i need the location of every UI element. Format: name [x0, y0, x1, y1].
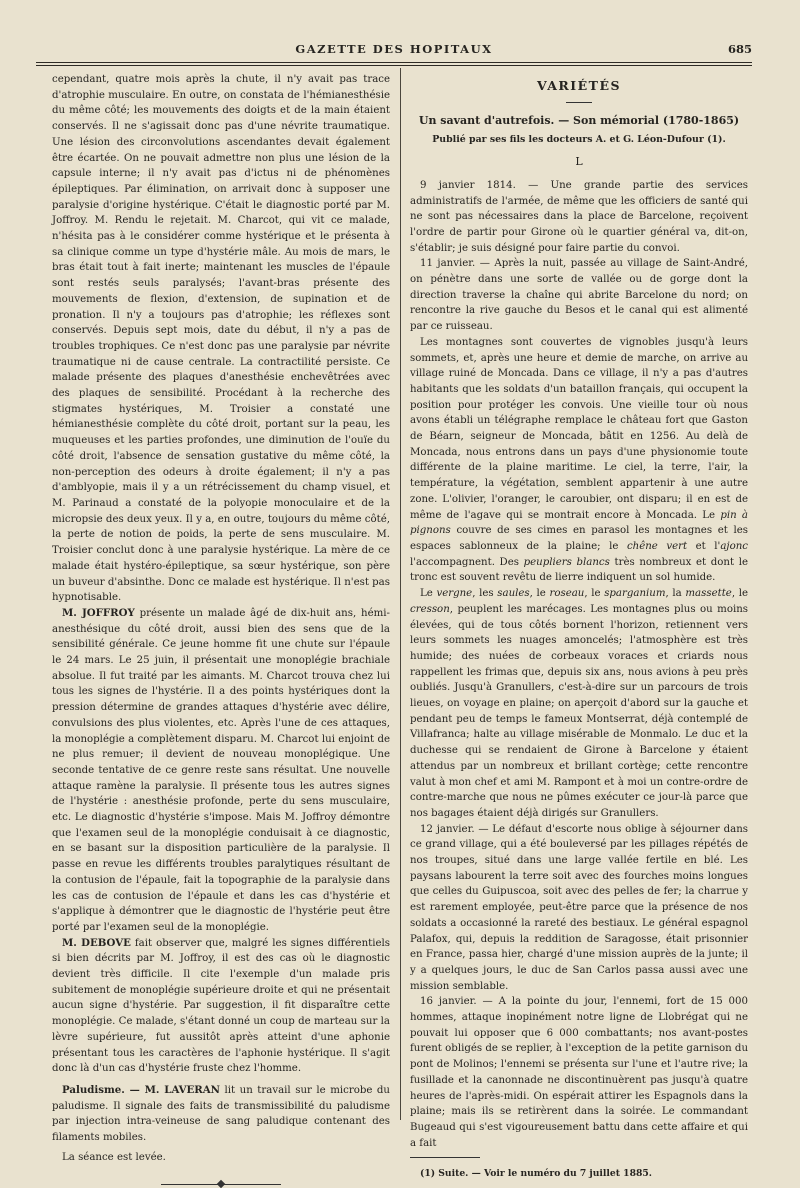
paragraph-vergne — [410, 586, 748, 822]
italic-term: cresson — [410, 603, 450, 615]
article-subtitle: Publié par ses fils les docteurs A. et G. Léon-Dufour (1). — [432, 134, 726, 146]
paragraph-paludisme — [52, 1083, 390, 1146]
text-run: , le — [731, 588, 748, 600]
chapter-number: L — [575, 155, 583, 169]
text-run: et l' — [687, 540, 721, 552]
header-rule — [36, 62, 752, 63]
text-run: , le — [529, 588, 550, 600]
paragraph-joffroy — [52, 606, 390, 936]
text-run: l'accompagnent. Des — [410, 556, 524, 568]
italic-term: roseau — [549, 588, 585, 600]
paragraph-9-janvier: 9 janvier 1814. — Une grande partie des services administratifs de l'armée, de même que les officiers de santé qui ne sont pas nécessaires dans la place de Barcelone, reçoivent l'ordre de partir pour Girone où le quartier général va, dit-on, s'établir; je suis désigné pour faire partie du convoi. — [410, 179, 748, 254]
text-run: , la — [665, 588, 686, 600]
italic-term: saules — [497, 588, 530, 600]
text-run: très nombreux et dont le tronc est souvent revêtu de lierre indiquent un sol humide. — [410, 556, 748, 584]
text-run: , peuplent les marécages. Les montagnes plus ou moins élevées, qui de tous côtés bornent l'horizon, retiennent vers leurs sommets les nuages amoncelés; l'atmosphère est très humide; des nuées de corbeaux voraces et criards nous rappellent les frimas que, depuis six ans, nous avions à peu près oubliés. Jusqu'à Granullers, c'est-à-dire sur un parcours de trois lieues, on voyage en plaine; on aperçoit d'abord sur la gauche et pendant peu de temps le fameux Montserrat, déjà contemplé de Villafranca; halte au village misérable de Monmalo. Le duc et la duchesse qui se rendaient de Girone à Barcelone y étaient attendus par un nombreux et brillant cortège; cette rencontre valut à mon chef et ami M. Rampont et à moi un contre-ordre de contre-marche que nous ne pûmes exécuter ce jour-là parce que nos bagages étaient déjà dirigés sur Granullers. — [410, 603, 748, 819]
italic-term: peupliers blancs — [523, 556, 610, 568]
paragraph-montagnes — [410, 335, 748, 586]
text-run: , le — [584, 588, 605, 600]
left-column — [52, 72, 390, 1188]
paragraph-11-janvier: 11 janvier. — Après la nuit, passée au village de Saint-André, on pénètre dans une sorte de vallée ou de gorge dont la direction traverse la chaîne qui abrite Barcelone du nord; on rencontre la rive gauche du Besos et le canal qui est alimenté par ce ruisseau. — [410, 258, 748, 333]
journal-title: GAZETTE DES HOPITAUX — [295, 42, 493, 56]
right-column — [410, 72, 748, 1182]
speaker-debove: M. DEBOVE — [62, 936, 131, 949]
footnote-rule — [410, 1157, 480, 1158]
italic-term: vergne — [436, 588, 473, 600]
paludisme-text: lit un travail sur le microbe du paludisme. Il signale des faits de transmissibilité du paludisme par injection intra-veineuse de sang paludique contenant des filaments mobiles. — [52, 1085, 390, 1144]
article-title: Un savant d'autrefois. — Son mémorial (1780-1865) — [418, 113, 740, 127]
page-number: 685 — [727, 42, 752, 56]
footnote: (1) Suite. — Voir le numéro du 7 juillet 1885. — [420, 1168, 652, 1180]
paragraph-troisier-case: cependant, quatre mois après la chute, il n'y avait pas trace d'atrophie musculaire. En outre, on constata de l'hémianesthésie du même côté; les mouvements des doigts et de la main étaient conservés. Il ne s'agissait donc pas d'une névrite traumatique. Une lésion des circonvolutions ascendantes devait également être écartée. On ne pouvait admettre non plus une lésion de la capsule interne; il n'y avait pas d'ictus ni de phénomènes épileptiques. Par élimination, on arrivait donc à supposer une paralysie d'origine hystérique. C'était le diagnostic porté par M. Joffroy. M. Rendu le rejetait. M. Charcot, qui vit ce malade, n'hésita pas à le considérer comme hystérique et le présenta à sa clinique comme un type d'hystérie mâle. Au mois de mars, le bras était tout à fait inerte; maintenant les muscles de l'épaule sont restés seuls paralysés; l'avant-bras présente des mouvements de flexion, d'extension, de supination et de pronation. Il n'y a toujours pas d'atrophie; les réflexes sont conservés. Depuis sept mois, date du début, il n'y a pas de troubles trophiques. Ce n'est donc pas une paralysie par névrite traumatique ni de cause centrale. La contractilité persiste. Ce malade présente des plaques d'anesthésie enchevêtrées avec des plaques de sensibilité. Procédant à la recherche des stigmates hystériques, M. Troisier a constaté une hémianesthésie complète du côté droit, portant sur la peau, les muqueuses et les parties profondes, une diminution de l'ouïe du côté droit, l'absence de sensation gustative du même côté, la non-perception des odeurs à droite également; il n'y a pas d'amblyopie, mais il y a un rétrécissement du champ visuel, et M. Parinaud a constaté de la polyopie monoculaire et de la micropsie des deux yeux. Il y a, en outre, toujours du même côté, la perte de notion de poids, la perte de sens musculaire. M. Troisier conclut donc à une paralysie hystérique. La mère de ce malade était hystéro-épileptique, sa sœur hystérique, son père un buveur d'absinthe. Donc ce malade est hystérique. Il n'est pas hypnotisable. — [52, 74, 390, 604]
italic-term: sparganium — [604, 588, 666, 600]
italic-term: ajonc — [720, 540, 748, 552]
text-run: , les — [472, 588, 498, 600]
column-divider — [400, 68, 401, 1120]
text-run: Les montagnes sont couvertes de vignobles jusqu'à leurs sommets, et, après une heure et demie de marche, on arrive au village ruiné de Moncada. Dans ce village, il n'y a pas d'autres habitants que les soldats d'un bataillon français, qui occupent la position pour protéger les convois. Une vieille tour où nous avons établi un télégraphe remplace le château fort que Gaston de Béarn, seigneur de Moncada, bâtit en 1256. Au delà de Moncada, nous entrons dans un pays d'une physionomie toute différente de la plaine maritime. Le ciel, la terre, l'air, la température, la végétation, semblent appartenir à une autre zone. L'olivier, l'oranger, le caroubier, ont disparu; il en est de même de l'agave qui se montrait encore à Moncada. Le — [410, 336, 748, 521]
italic-term: pin à pignons — [410, 509, 749, 537]
italic-term: chêne vert — [626, 540, 688, 552]
page-header — [36, 38, 752, 60]
paragraph-debove — [52, 936, 390, 1077]
paragraph-12-janvier: 12 janvier. — Le défaut d'escorte nous oblige à séjourner dans ce grand village, qui a été bouleversé par les pillages répétés de nos troupes, situé dans une large vallée fertile en blé. Les paysans labourent la terre soit avec des fourches moins longues que celles du Guipuscoa, soit avec des pelles de fer; la charrue y est rarement employée, peut-être parce que la présence de nos soldats a occasionné la rareté des bestiaux. Le général espagnol Palafox, qui, depuis la reddition de Saragosse, était prisonnier en France, passa hier, chargé d'une mission auprès de la junte; il y a quelques jours, le duc de San Carlos passa aussi avec une mission semblable. — [410, 823, 748, 992]
paludisme-label: Paludisme. — M. LAVERAN — [62, 1084, 220, 1096]
paragraph-16-janvier: 16 janvier. — A la pointe du jour, l'ennemi, fort de 15 000 hommes, attaque inopinément notre ligne de Llobrégat qui ne pouvait lui opposer que 6 000 combattants; nos avant-postes furent obligés de se replier, à l'exception de la petite garnison du pont de Molinos; l'ennemi se présenta sur l'une et l'autre rive; la fusillade et la canonnade ne discontinuèrent pas jusqu'à quatre heures de l'après-midi. On espérait attirer les Espagnols dans la plaine; mais ils se retirèrent dans la soirée. Le commandant Bugeaud qui s'est vigoureusement battu dans cette affaire et qui a fait — [410, 996, 748, 1149]
debove-text: fait observer que, malgré les signes différentiels si bien décrits par M. Joffroy, il est des cas où le diagnostic devient très difficile. Il cite l'exemple d'un malade pris subitement de monoplégie supérieure droite et qui ne présentait aucun signe d'hystérie. Par suggestion, il fit disparaître cette monoplégie. Ce malade, s'étant donné un coup de marteau sur la lèvre supérieure, fut aussitôt après atteint d'une aphonie présentant tous les caractères de l'aphonie hystérique. Il s'agit donc là d'un cas d'hystérie fruste chez l'homme. — [52, 937, 391, 1075]
text-run: couvre de ses cimes en parasol les montagnes et les espaces sablonneux de la plaine; le — [410, 525, 748, 552]
joffroy-text: présente un malade âgé de dix-huit ans, hémi-anesthésique du côté droit, aussi bien des sens que de la sensibilité générale. Ce jeune homme fit une chute sur l'épaule le 24 mars. Le 25 juin, il présentait une monoplégie brachiale absolue. Il fut traité par les aimants. M. Charcot trouva chez lui tous les signes de l'hystérie. Il a des points hystériques dont la pression détermine de grandes attaques d'hystérie avec délire, convulsions des plus violentes, etc. Après l'une de ces attaques, la monoplégie a complètement disparu. M. Charcot lui enjoint de ne plus remuer; il devient de nouveau monoplégique. Une seconde tentative de ce genre reste sans résultat. Une nouvelle attaque ramène la paralysie. Il présente tous les autres signes de l'hystérie : anesthésie profonde, perte du sens musculaire, etc. Le diagnostic d'hystérie s'impose. Mais M. Joffroy démontre que l'examen seul de la monoplégie conduisait à ce diagnostic, en se basant sur la disposition particulière de la paralysie. Il passe en revue les différents troubles paralytiques résultant de la contusion de l'épaule, fait la topographie de la paralysie dans les cas de contusion de l'épaule et dans les cas d'hystérie et s'applique à démontrer que le diagnostic de l'hystérie peut être porté par l'examen seul de la monoplégie. — [52, 607, 390, 933]
section-heading: VARIÉTÉS — [536, 78, 622, 93]
italic-term: massette — [685, 588, 732, 600]
end-ornament — [161, 1180, 281, 1188]
text-run: Le — [420, 588, 437, 600]
header-rule-thin — [36, 65, 752, 66]
section-rule — [566, 102, 592, 103]
speaker-joffroy: M. JOFFROY — [62, 606, 135, 619]
paragraph-seance-levee: La séance est levée. — [62, 1151, 166, 1163]
